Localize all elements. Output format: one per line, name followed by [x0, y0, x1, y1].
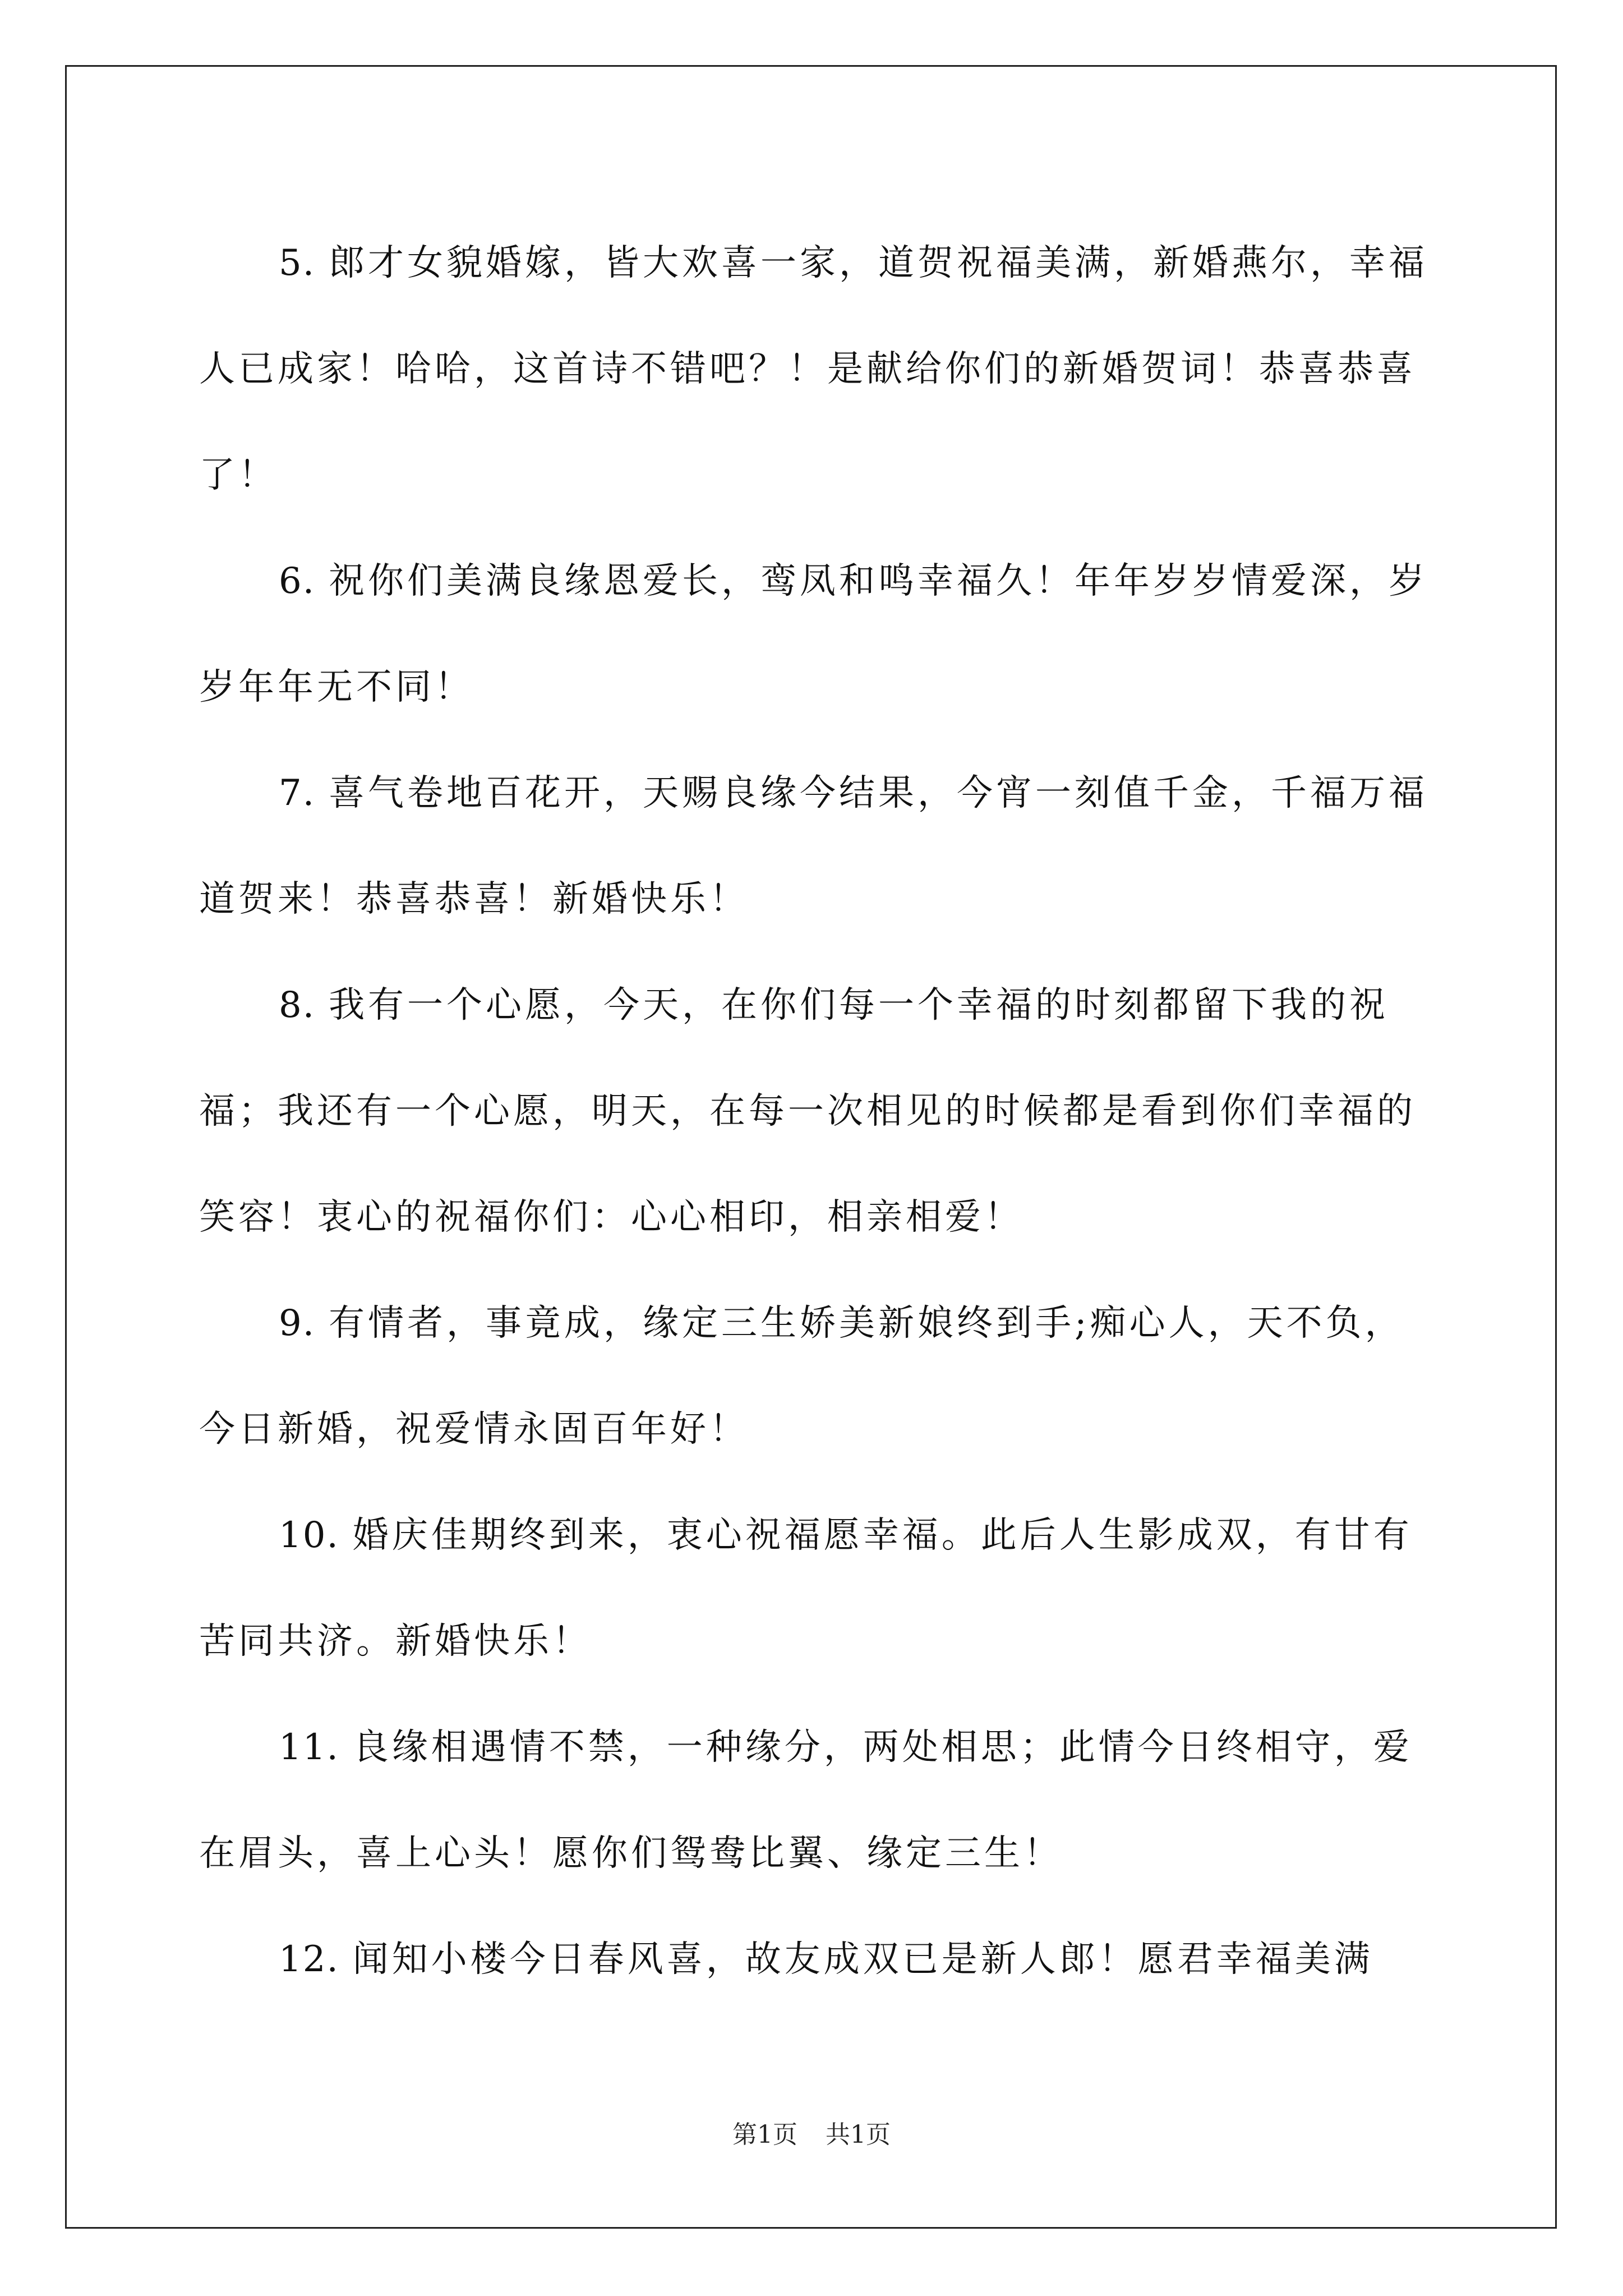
paragraph-text: 有情者，事竟成，缘定三生娇美新娘终到手;痴心人，天不负，今日新婚，祝爱情永固百年好！ — [199, 1303, 1404, 1450]
paragraph-number: 12. — [279, 1939, 339, 1980]
paragraph-text: 闻知小楼今日春风喜，故友成双已是新人郎！愿君幸福美满 — [352, 1939, 1373, 1980]
paragraph-number: 6. — [279, 560, 316, 602]
paragraph-8 — [199, 953, 1433, 1271]
paragraph-number: 5. — [279, 242, 316, 284]
paragraph-9 — [199, 1271, 1433, 1483]
paragraph-10 — [199, 1483, 1433, 1695]
paragraph-text: 喜气卷地百花开，天赐良缘今结果，今宵一刻值千金，千福万福道贺来！恭喜恭喜！新婚快乐！ — [199, 772, 1428, 920]
paragraph-text: 婚庆佳期终到来，衷心祝福愿幸福。此后人生影成双，有甘有苦同共济。新婚快乐！ — [199, 1515, 1413, 1662]
paragraph-6 — [199, 528, 1433, 740]
paragraph-12 — [199, 1907, 1433, 2013]
document-body — [199, 210, 1433, 2013]
page-footer — [0, 2118, 1623, 2152]
paragraph-number: 7. — [279, 772, 316, 814]
paragraph-text: 我有一个心愿，今天，在你们每一个幸福的时刻都留下我的祝福；我还有一个心愿，明天，在每一次相见的时候都是看到你们幸福的笑容！衷心的祝福你们：心心相印，相亲相爱！ — [199, 984, 1416, 1238]
paragraph-number: 8. — [279, 984, 316, 1026]
paragraph-number: 11. — [279, 1727, 339, 1768]
paragraph-number: 9. — [279, 1303, 316, 1344]
page-number-label: 第1页 — [732, 2120, 797, 2149]
paragraph-number: 10. — [279, 1515, 339, 1556]
paragraph-7 — [199, 740, 1433, 953]
paragraph-text: 良缘相遇情不禁，一种缘分，两处相思；此情今日终相守，爱在眉头，喜上心头！愿你们鸳鸯比翼、缘定三生！ — [199, 1727, 1413, 1874]
paragraph-11 — [199, 1695, 1433, 1907]
paragraph-text: 郎才女貌婚嫁，皆大欢喜一家，道贺祝福美满，新婚燕尔，幸福人已成家！哈哈，这首诗不错吧？！是献给你们的新婚贺词！恭喜恭喜了！ — [199, 242, 1428, 496]
paragraph-text: 祝你们美满良缘恩爱长，鸾凤和鸣幸福久！年年岁岁情爱深，岁岁年年无不同！ — [199, 560, 1428, 708]
page-total-label: 共1页 — [826, 2120, 891, 2149]
paragraph-5 — [199, 210, 1433, 528]
